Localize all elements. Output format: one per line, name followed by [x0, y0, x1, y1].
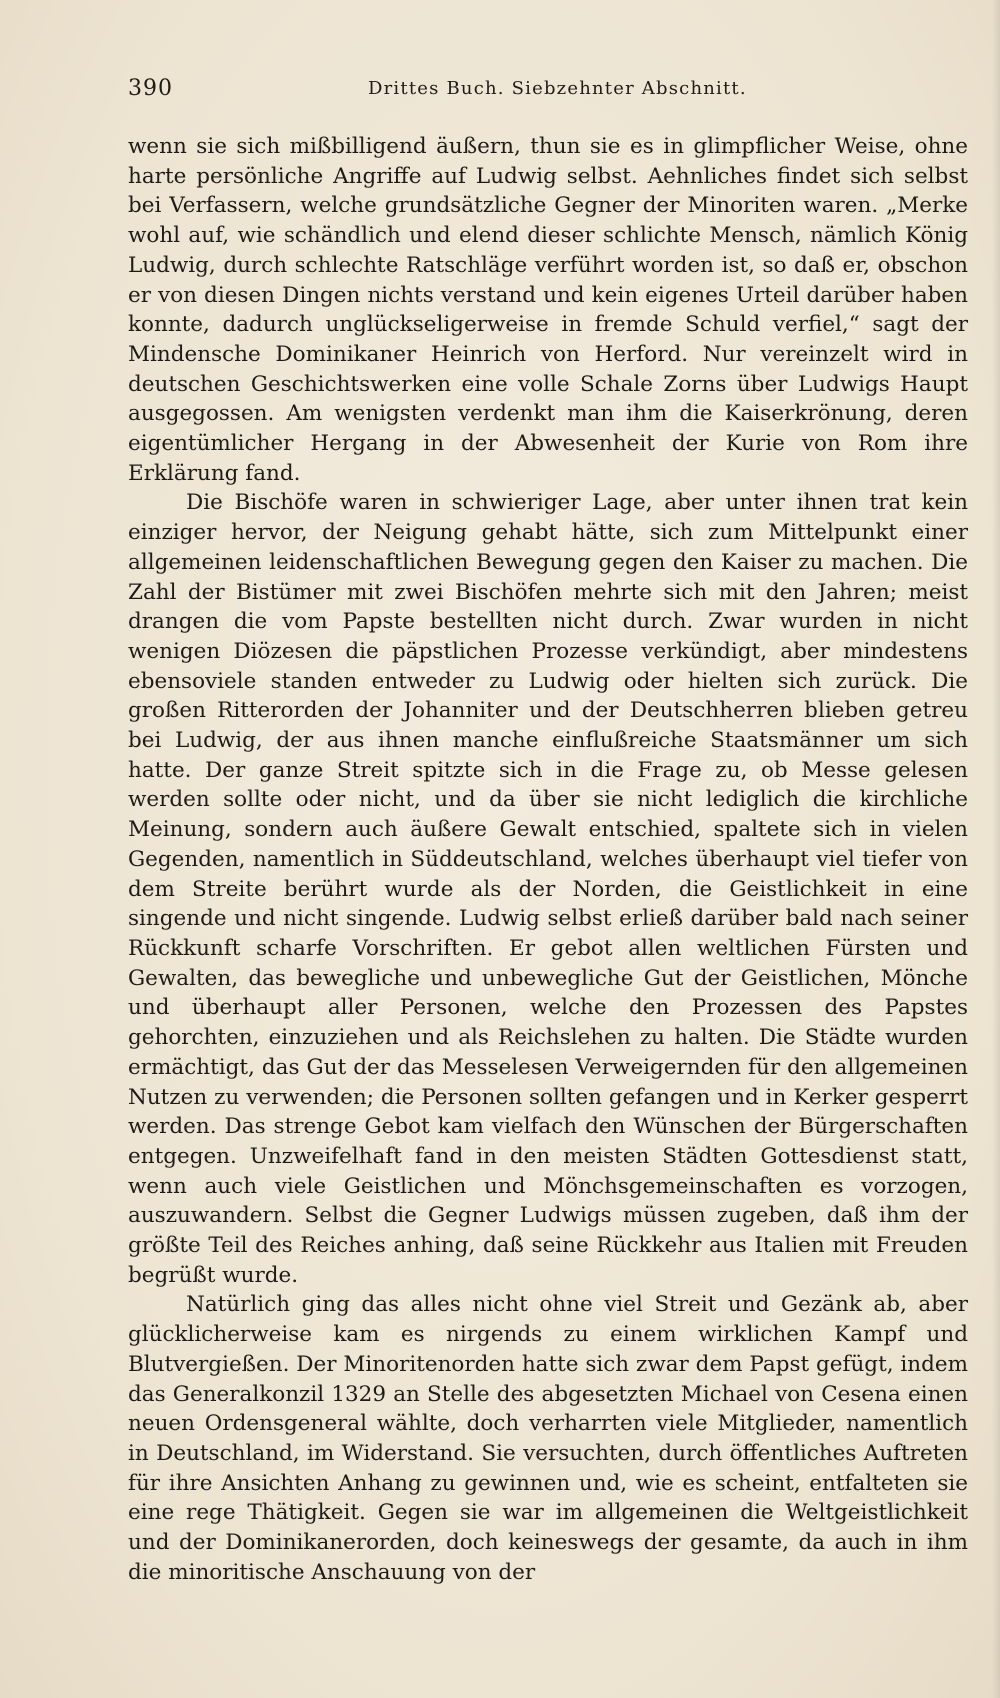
page-edge-shadow	[992, 0, 1000, 1698]
body-text	[128, 132, 968, 1587]
paragraph-2: Die Bischöfe waren in schwieriger Lage, aber unter ihnen trat kein einziger hervor, der Neigung gehabt hätte, sich zum Mittelpunkt einer allgemeinen leidenschaftlichen Bewegung gegen den Kaiser zu machen. Die Zahl der Bistümer mit zwei Bischöfen mehrte sich mit den Jahren; meist drangen die vom Papste bestellten nicht durch. Zwar wurden in nicht wenigen Diözesen die päpstlichen Prozesse verkündigt, aber mindestens ebensoviele standen entweder zu Ludwig oder hielten sich zurück. Die großen Ritterorden der Johanniter und der Deutschherren blieben getreu bei Ludwig, der aus ihnen manche einflußreiche Staatsmänner um sich hatte. Der ganze Streit spitzte sich in die Frage zu, ob Messe gelesen werden sollte oder nicht, und da über sie nicht lediglich die kirchliche Meinung, sondern auch äußere Gewalt entschied, spaltete sich in vielen Gegenden, namentlich in Süddeutschland, welches überhaupt viel tiefer von dem Streite berührt wurde als der Norden, die Geistlichkeit in eine singende und nicht singende. Ludwig selbst erließ darüber bald nach seiner Rückkunft scharfe Vorschriften. Er gebot allen weltlichen Fürsten und Gewalten, das bewegliche und unbewegliche Gut der Geistlichen, Mönche und überhaupt aller Personen, welche den Prozessen des Papstes gehorchten, einzuziehen und als Reichslehen zu halten. Die Städte wurden ermächtigt, das Gut der das Messelesen Verweigernden für den allgemeinen Nutzen zu verwenden; die Personen sollten gefangen und in Kerker gesperrt werden. Das strenge Gebot kam vielfach den Wünschen der Bürgerschaften entgegen. Unzweifelhaft fand in den meisten Städten Gottesdienst statt, wenn auch viele Geistlichen und Mönchsgemeinschaften es vorzogen, auszuwandern. Selbst die Gegner Ludwigs müssen zugeben, daß ihm der größte Teil des Reiches anhing, daß seine Rückkehr aus Italien mit Freuden begrüßt wurde.	[128, 490, 968, 1288]
paragraph-1: wenn sie sich mißbilligend äußern, thun sie es in glimpflicher Weise, ohne harte persönliche Angriffe auf Ludwig selbst. Aehnliches findet sich selbst bei Verfassern, welche grundsätzliche Gegner der Minoriten waren. „Merke wohl auf, wie schändlich und elend dieser schlichte Mensch, nämlich König Ludwig, durch schlechte Ratschläge verführt worden ist, so daß er, obschon er von diesen Dingen nichts verstand und kein eigenes Urteil darüber haben konnte, dadurch unglückseligerweise in fremde Schuld verfiel,“ sagt der Mindensche Dominikaner Heinrich von Herford. Nur vereinzelt wird in deutschen Geschichtswerken eine volle Schale Zorns über Ludwigs Haupt ausgegossen. Am wenigsten verdenkt man ihm die Kaiserkrönung, deren eigentümlicher Hergang in der Abwesenheit der Kurie von Rom ihre Erklärung fand.	[128, 134, 968, 486]
page-number: 390	[128, 76, 173, 101]
paragraph-3: Natürlich ging das alles nicht ohne viel Streit und Gezänk ab, aber glücklicherweise kam es nirgends zu einem wirklichen Kampf und Blutvergießen. Der Minoritenorden hatte sich zwar dem Papst gefügt, indem das Generalkonzil 1329 an Stelle des abgesetzten Michael von Cesena einen neuen Ordensgeneral wählte, doch verharrten viele Mitglieder, namentlich in Deutschland, im Widerstand. Sie versuchten, durch öffentliches Auftreten für ihre Ansichten Anhang zu gewinnen und, wie es scheint, entfalteten sie eine rege Thätigkeit. Gegen sie war im allgemeinen die Weltgeistlichkeit und der Dominikanerorden, doch keineswegs der gesamte, da auch in ihm die minoritische Anschauung von der	[128, 1292, 968, 1585]
page-header	[128, 76, 968, 112]
running-head: Drittes Buch. Siebzehnter Abschnitt.	[368, 78, 747, 99]
